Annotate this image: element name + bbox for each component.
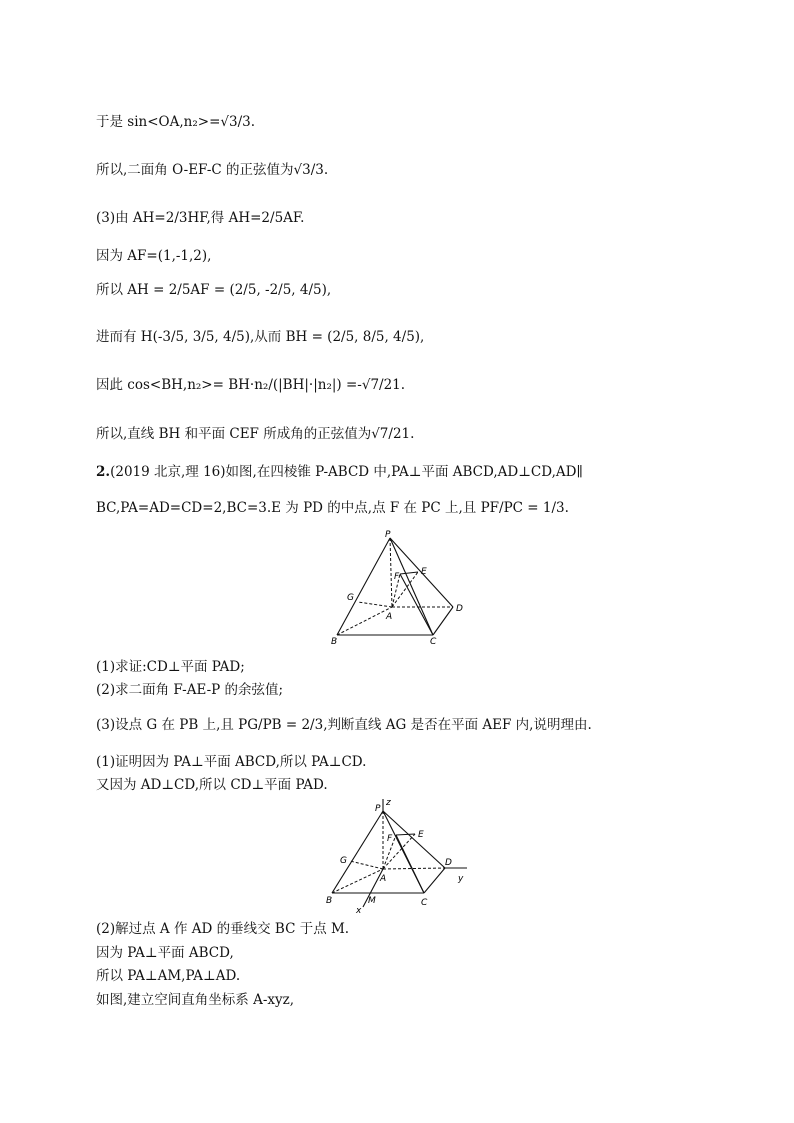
line-h-point: 进而有 H(-3/5, 3/5, 4/5),从而 BH = (2/5, 8/5, 4/5), bbox=[96, 329, 425, 345]
solution-2c: 所以 PA⊥AM,PA⊥AD. bbox=[96, 968, 241, 984]
fig1-label-d: D bbox=[456, 604, 463, 614]
fig2-label-e: E bbox=[418, 830, 424, 840]
problem-line-1 bbox=[96, 460, 583, 480]
fig2-label-d: D bbox=[445, 858, 452, 868]
solution-2d: 如图,建立空间直角坐标系 A-xyz, bbox=[96, 992, 295, 1008]
solution-1b: 又因为 AD⊥CD,所以 CD⊥平面 PAD. bbox=[96, 777, 328, 793]
line-part3-ah: (3)由 AH=2/3HF,得 AH=2/5AF. bbox=[96, 210, 305, 226]
question-2: (2)求二面角 F-AE-P 的余弦值; bbox=[96, 682, 284, 698]
solution-1a: (1)证明因为 PA⊥平面 ABCD,所以 PA⊥CD. bbox=[96, 754, 367, 770]
line-sine-bh: 所以,直线 BH 和平面 CEF 所成角的正弦值为√7/21. bbox=[96, 426, 415, 442]
fig2-label-a: A bbox=[380, 874, 387, 884]
line-ah-vector: 所以 AH = 2/5AF = (2/5, -2/5, 4/5), bbox=[96, 282, 332, 298]
question-1: (1)求证:CD⊥平面 PAD; bbox=[96, 659, 245, 675]
fig2-label-c: C bbox=[421, 898, 428, 908]
fig1-label-p: P bbox=[385, 530, 391, 540]
problem-line-2: BC,PA=AD=CD=2,BC=3.E 为 PD 的中点,点 F 在 PC 上,且 PF/PC = 1/3. bbox=[96, 500, 569, 516]
fig2-label-z: z bbox=[386, 798, 391, 808]
line-sine-dihedral: 所以,二面角 O-EF-C 的正弦值为√3/3. bbox=[96, 162, 329, 178]
fig1-label-e: E bbox=[421, 567, 427, 577]
question-3: (3)设点 G 在 PB 上,且 PG/PB = 2/3,判断直线 AG 是否在平面 AEF 内,说明理由. bbox=[96, 717, 592, 733]
fig2-label-f: F bbox=[387, 834, 393, 844]
fig2-label-x: x bbox=[356, 906, 362, 915]
fig1-label-c: C bbox=[430, 637, 437, 647]
fig2-label-b: B bbox=[326, 896, 333, 906]
fig1-label-a: A bbox=[386, 612, 393, 622]
fig2-label-m: M bbox=[368, 896, 376, 906]
solution-2a: (2)解过点 A 作 AD 的垂线交 BC 于点 M. bbox=[96, 921, 350, 937]
line-cos-bh: 因此 cos<BH,n₂>= BH·n₂/(|BH|·|n₂|) =-√7/21. bbox=[96, 377, 406, 393]
fig1-label-g: G bbox=[347, 593, 354, 603]
problem-number: 2. bbox=[96, 464, 111, 480]
fig1-label-b: B bbox=[331, 637, 338, 647]
line-sin-oa: 于是 sin<OA,n₂>=√3/3. bbox=[96, 114, 256, 130]
problem-text-1: (2019 北京,理 16)如图,在四棱锥 P-ABCD 中,PA⊥平面 ABCD,AD⊥CD,AD∥ bbox=[110, 464, 583, 480]
fig2-label-p: P bbox=[375, 804, 381, 814]
solution-2b: 因为 PA⊥平面 ABCD, bbox=[96, 945, 234, 961]
figure-pyramid-2-coordinates bbox=[320, 797, 480, 915]
fig1-label-f: F bbox=[394, 572, 400, 582]
figure-pyramid-1 bbox=[325, 528, 470, 648]
fig2-label-y: y bbox=[458, 874, 464, 884]
line-af-vector: 因为 AF=(1,-1,2), bbox=[96, 248, 212, 264]
fig2-label-g: G bbox=[340, 856, 347, 866]
